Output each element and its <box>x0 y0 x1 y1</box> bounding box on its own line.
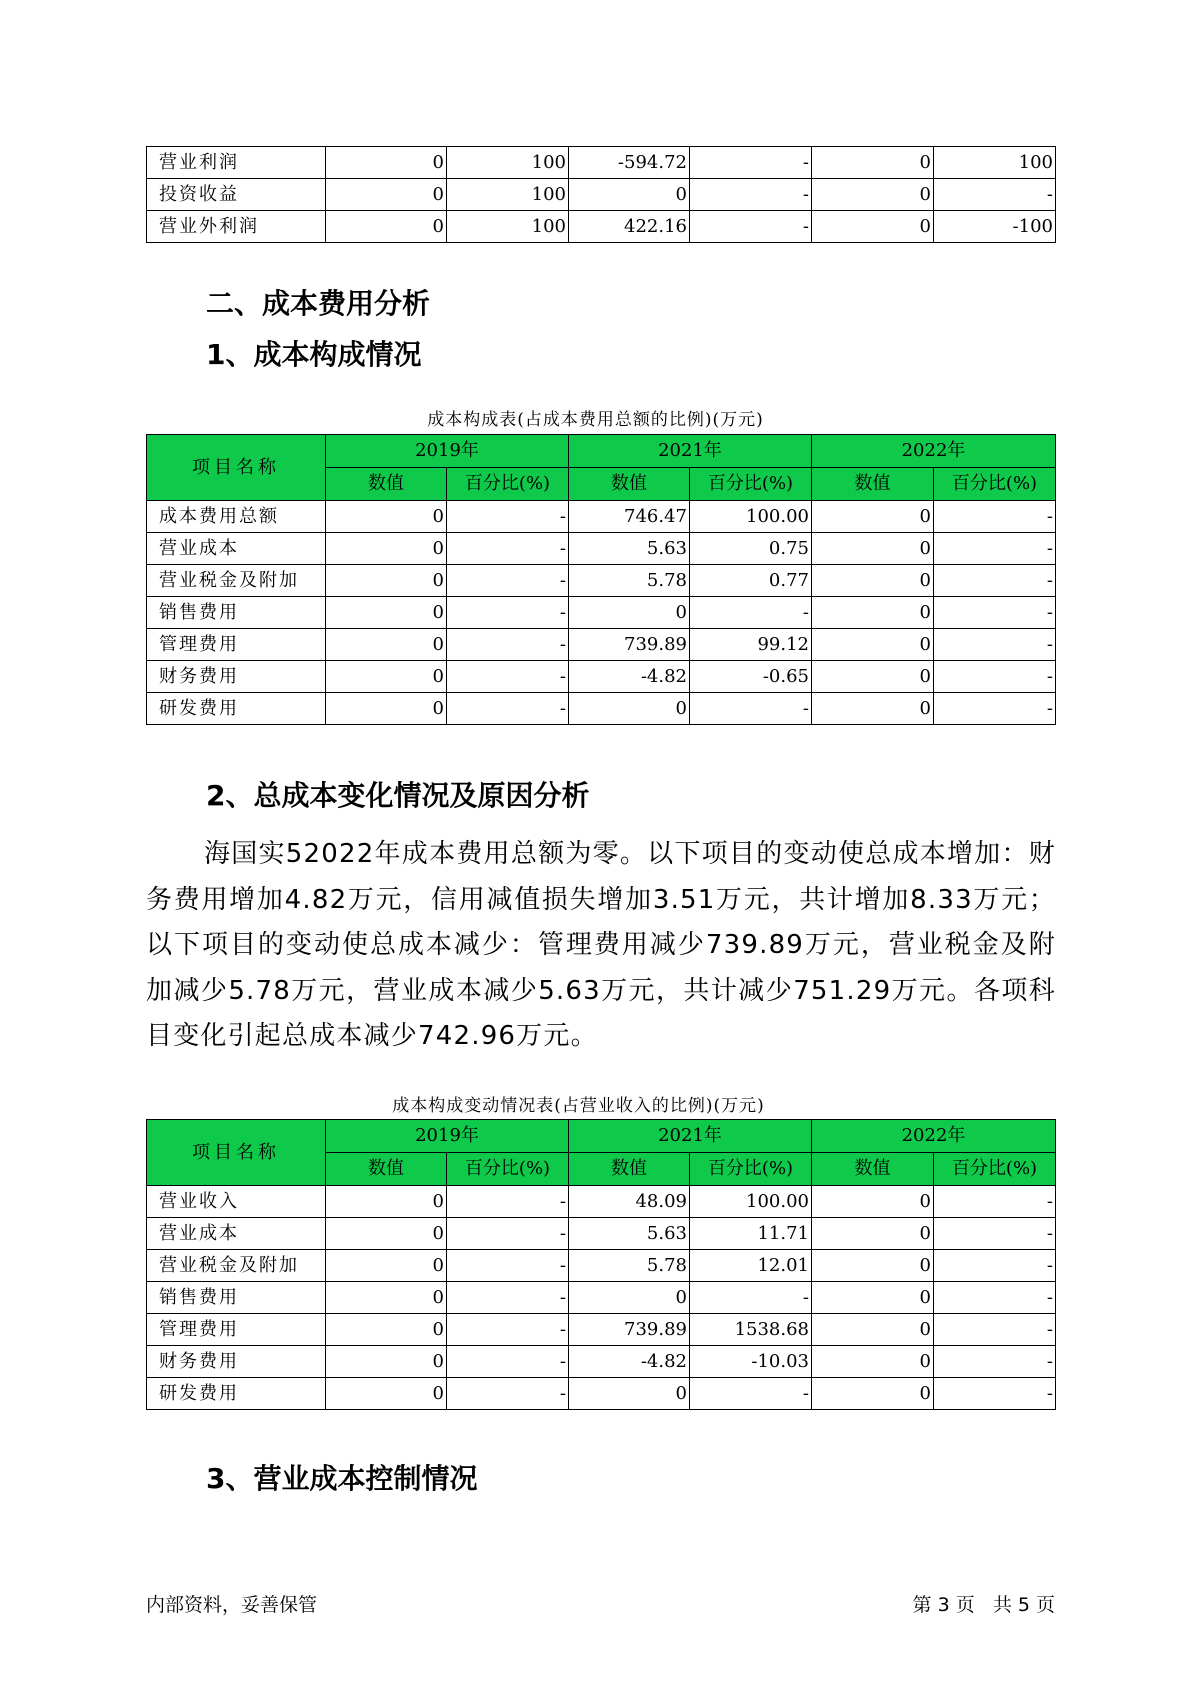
table-cell: 0 <box>326 147 447 179</box>
table-cell: 0 <box>326 533 447 565</box>
table-cell: 0 <box>326 565 447 597</box>
table-cell: 0 <box>326 1250 447 1282</box>
subsection-title-operating-cost-control: 3、营业成本控制情况 <box>206 1462 478 1495</box>
section-title: 二、成本费用分析 <box>206 287 431 320</box>
table-cell: 0.75 <box>690 533 812 565</box>
table-cell: -10.03 <box>690 1346 812 1378</box>
table-cell: 100.00 <box>690 1186 812 1218</box>
table2-value-header: 数值 <box>569 1153 690 1186</box>
table1-value-header: 数值 <box>569 468 690 501</box>
table-cell: 0 <box>326 1378 447 1410</box>
table-cell: 5.63 <box>569 533 690 565</box>
table-cell: - <box>447 1218 569 1250</box>
table-cell: 0 <box>326 629 447 661</box>
footer-page-number: 第 3 页 共 5 页 <box>912 1594 1055 1616</box>
table-cell: - <box>934 1218 1056 1250</box>
table-cell: 0 <box>326 1314 447 1346</box>
table-cell: - <box>934 1314 1056 1346</box>
table-cell: - <box>447 693 569 725</box>
table-cell: - <box>690 597 812 629</box>
table-cell: 739.89 <box>569 629 690 661</box>
table2-year-2021: 2021年 <box>569 1120 812 1153</box>
table-cell: 0 <box>812 629 934 661</box>
table-cell: 100 <box>447 179 569 211</box>
table-row <box>147 661 1056 693</box>
table-row <box>147 693 1056 725</box>
table-cell: 0 <box>569 1378 690 1410</box>
table-cell: - <box>447 597 569 629</box>
table-cell: 100 <box>934 147 1056 179</box>
table-cell: - <box>690 693 812 725</box>
table-cell: 99.12 <box>690 629 812 661</box>
table-row <box>147 597 1056 629</box>
row-label: 销售费用 <box>147 597 326 629</box>
table-cell: - <box>934 693 1056 725</box>
table-row <box>147 533 1056 565</box>
footer-left: 内部资料，妥善保管 <box>146 1594 318 1616</box>
row-label: 管理费用 <box>147 629 326 661</box>
table-cell: 0 <box>812 1314 934 1346</box>
cost-change-table <box>146 1119 1056 1410</box>
table-cell: - <box>447 1378 569 1410</box>
table-cell: 100.00 <box>690 501 812 533</box>
table-cell: - <box>447 629 569 661</box>
table-cell: -100 <box>934 211 1056 243</box>
table-cell: 0 <box>812 1282 934 1314</box>
table-cell: 739.89 <box>569 1314 690 1346</box>
table-cell: - <box>934 661 1056 693</box>
table-cell: 0 <box>326 1218 447 1250</box>
table-cell: 0 <box>812 533 934 565</box>
table-cell: 0 <box>812 661 934 693</box>
table-cell: -4.82 <box>569 1346 690 1378</box>
table-row <box>147 1218 1056 1250</box>
table2-body <box>147 1186 1056 1410</box>
row-label: 财务费用 <box>147 1346 326 1378</box>
row-label: 营业外利润 <box>147 211 326 243</box>
row-label: 管理费用 <box>147 1314 326 1346</box>
table-cell: - <box>934 1186 1056 1218</box>
table2-value-header: 数值 <box>812 1153 934 1186</box>
table-cell: - <box>690 1282 812 1314</box>
table-cell: 0 <box>569 1282 690 1314</box>
table-row <box>147 211 1056 243</box>
table-cell: - <box>934 533 1056 565</box>
row-label: 营业利润 <box>147 147 326 179</box>
analysis-paragraph: 海国实52022年成本费用总额为零。以下项目的变动使总成本增加：财务费用增加4.82万元，信用减值损失增加3.51万元，共计增加8.33万元；以下项目的变动使总成本减少：管理费用减少739.89万元，营业税金及附加减少5.78万元，营业成本减少5.63万元，共计减少751.29万元。各项科目变化引起总成本减少742.96万元。 <box>146 839 1056 1051</box>
table-cell: 0 <box>569 597 690 629</box>
table1-name-header: 项目名称 <box>147 435 326 501</box>
table1-body <box>147 501 1056 725</box>
table-cell: - <box>934 597 1056 629</box>
subsection-title-cost-structure: 1、成本构成情况 <box>206 338 422 371</box>
table2-pct-header: 百分比(%) <box>690 1153 812 1186</box>
table-cell: 5.78 <box>569 1250 690 1282</box>
row-label: 营业税金及附加 <box>147 565 326 597</box>
table-cell: 12.01 <box>690 1250 812 1282</box>
table-cell: - <box>447 661 569 693</box>
table-cell: 746.47 <box>569 501 690 533</box>
table-cell: 48.09 <box>569 1186 690 1218</box>
row-label: 财务费用 <box>147 661 326 693</box>
table-cell: - <box>447 1282 569 1314</box>
table-cell: - <box>447 565 569 597</box>
row-label: 研发费用 <box>147 693 326 725</box>
table-row <box>147 1378 1056 1410</box>
table2-year-2022: 2022年 <box>812 1120 1056 1153</box>
table-cell: 0 <box>326 661 447 693</box>
table1-pct-header: 百分比(%) <box>690 468 812 501</box>
table-row <box>147 147 1056 179</box>
table-cell: 0 <box>326 501 447 533</box>
row-label: 成本费用总额 <box>147 501 326 533</box>
table-cell: - <box>447 1186 569 1218</box>
table-cell: - <box>934 629 1056 661</box>
table-row <box>147 179 1056 211</box>
table-cell: 0 <box>326 693 447 725</box>
table2-caption: 成本构成变动情况表(占营业收入的比例)(万元) <box>392 1096 765 1116</box>
table-cell: - <box>934 1346 1056 1378</box>
table-cell: 100 <box>447 211 569 243</box>
table-cell: 0 <box>812 693 934 725</box>
table-cell: - <box>690 1378 812 1410</box>
table-cell: 100 <box>447 147 569 179</box>
table-cell: 0 <box>326 1186 447 1218</box>
table1-pct-header: 百分比(%) <box>447 468 569 501</box>
table1-caption: 成本构成表(占成本费用总额的比例)(万元) <box>427 410 764 430</box>
table-cell: 0 <box>569 693 690 725</box>
table-cell: 0 <box>812 1186 934 1218</box>
table-cell: 0 <box>326 179 447 211</box>
table-row <box>147 1346 1056 1378</box>
table-row <box>147 629 1056 661</box>
profit-table-body <box>147 147 1056 243</box>
table-cell: -4.82 <box>569 661 690 693</box>
table-row <box>147 565 1056 597</box>
table-row <box>147 1250 1056 1282</box>
table-cell: 0 <box>812 597 934 629</box>
subsection-title-total-cost-change: 2、总成本变化情况及原因分析 <box>206 779 590 812</box>
table-cell: - <box>934 565 1056 597</box>
table2-pct-header: 百分比(%) <box>934 1153 1056 1186</box>
row-label: 销售费用 <box>147 1282 326 1314</box>
table1-year-2021: 2021年 <box>569 435 812 468</box>
table-cell: 0 <box>326 1282 447 1314</box>
table-cell: 0 <box>812 501 934 533</box>
table-cell: - <box>690 179 812 211</box>
table-cell: 0 <box>812 1250 934 1282</box>
table2-pct-header: 百分比(%) <box>447 1153 569 1186</box>
table-cell: 422.16 <box>569 211 690 243</box>
table-cell: - <box>934 1282 1056 1314</box>
table-cell: 0 <box>812 147 934 179</box>
table1-pct-header: 百分比(%) <box>934 468 1056 501</box>
table-cell: - <box>934 501 1056 533</box>
table-cell: 0 <box>812 1218 934 1250</box>
table1-year-2019: 2019年 <box>326 435 569 468</box>
table-cell: - <box>690 147 812 179</box>
table-cell: 0 <box>326 211 447 243</box>
table-cell: - <box>447 1250 569 1282</box>
table2-value-header: 数值 <box>326 1153 447 1186</box>
table-cell: - <box>447 501 569 533</box>
cost-structure-table <box>146 434 1056 725</box>
row-label: 营业成本 <box>147 533 326 565</box>
table-row <box>147 1186 1056 1218</box>
table-cell: - <box>690 211 812 243</box>
table-row <box>147 501 1056 533</box>
table2-header-row-years <box>147 1120 1056 1153</box>
table-cell: 0 <box>812 1346 934 1378</box>
table-cell: - <box>447 1346 569 1378</box>
table-cell: 0 <box>326 1346 447 1378</box>
table-cell: 0 <box>812 211 934 243</box>
profit-table <box>146 146 1056 243</box>
row-label: 营业收入 <box>147 1186 326 1218</box>
table-cell: 5.78 <box>569 565 690 597</box>
table2-name-header: 项目名称 <box>147 1120 326 1186</box>
table-cell: - <box>934 1378 1056 1410</box>
table-cell: -594.72 <box>569 147 690 179</box>
table-cell: - <box>934 1250 1056 1282</box>
table-row <box>147 1282 1056 1314</box>
table-cell: -0.65 <box>690 661 812 693</box>
table-cell: - <box>934 179 1056 211</box>
table1-value-header: 数值 <box>812 468 934 501</box>
table-cell: 0 <box>326 597 447 629</box>
table-cell: 0 <box>812 179 934 211</box>
table-cell: 11.71 <box>690 1218 812 1250</box>
table2-year-2019: 2019年 <box>326 1120 569 1153</box>
row-label: 营业税金及附加 <box>147 1250 326 1282</box>
table-cell: 0 <box>812 565 934 597</box>
table1-value-header: 数值 <box>326 468 447 501</box>
table-cell: - <box>447 1314 569 1346</box>
table-cell: 1538.68 <box>690 1314 812 1346</box>
table1-year-2022: 2022年 <box>812 435 1056 468</box>
table-cell: 5.63 <box>569 1218 690 1250</box>
row-label: 投资收益 <box>147 179 326 211</box>
row-label: 营业成本 <box>147 1218 326 1250</box>
table-cell: 0.77 <box>690 565 812 597</box>
table-cell: 0 <box>569 179 690 211</box>
table-cell: 0 <box>812 1378 934 1410</box>
table-row <box>147 1314 1056 1346</box>
table-cell: - <box>447 533 569 565</box>
row-label: 研发费用 <box>147 1378 326 1410</box>
table1-header-row-years <box>147 435 1056 468</box>
